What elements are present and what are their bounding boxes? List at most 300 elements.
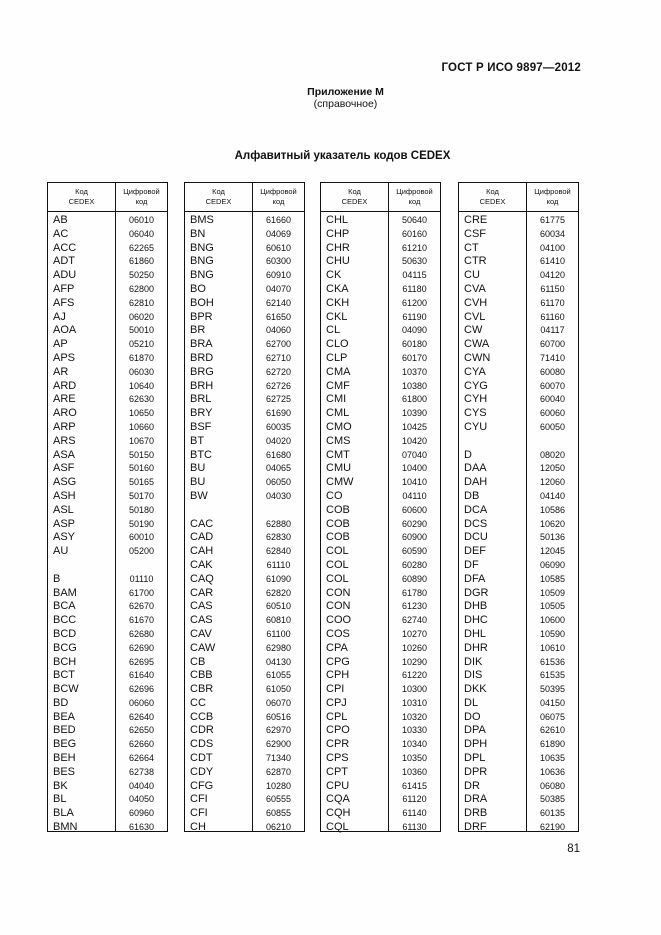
table-row	[48, 366, 167, 380]
table-row	[185, 255, 304, 269]
table-row	[185, 614, 304, 628]
numeric-code: 10610	[539, 642, 566, 653]
table-row	[185, 324, 304, 338]
table-row	[48, 642, 167, 656]
table-row	[185, 697, 304, 711]
table-row	[459, 573, 578, 587]
cedex-code: CPJ	[326, 696, 347, 709]
numeric-code: 71340	[265, 753, 292, 764]
table-row	[48, 407, 167, 421]
table-row	[459, 642, 578, 656]
numeric-code: 10505	[539, 601, 566, 612]
cedex-code: ASG	[53, 476, 77, 489]
cedex-code: CMI	[326, 393, 347, 406]
numeric-code: 60810	[265, 615, 292, 626]
numeric-code: 10635	[539, 753, 566, 764]
cedex-code: CLO	[326, 338, 349, 351]
table-row	[321, 628, 440, 642]
numeric-code: 10425	[401, 421, 428, 432]
cedex-code: CMF	[326, 379, 350, 392]
numeric-code: 04150	[539, 697, 566, 708]
cedex-code: BRD	[190, 351, 214, 364]
table-row	[185, 269, 304, 283]
table-row	[321, 738, 440, 752]
code-column-header	[48, 183, 116, 211]
table-row	[185, 214, 304, 228]
numeric-code: 62670	[128, 601, 155, 612]
numeric-code: 60070	[539, 380, 566, 391]
table-row	[321, 242, 440, 256]
table-header	[185, 183, 304, 212]
cedex-code: CK	[326, 269, 342, 282]
numeric-header-line: код	[546, 197, 559, 206]
table-row	[185, 683, 304, 697]
cedex-code: AU	[53, 545, 69, 558]
numeric-code: 61410	[539, 256, 566, 267]
cedex-code: CMU	[326, 462, 352, 475]
cedex-code: DRB	[464, 807, 488, 820]
table-body	[459, 214, 578, 835]
table-row	[321, 587, 440, 601]
numeric-code: 06010	[128, 215, 155, 225]
table-row	[459, 656, 578, 670]
cedex-code: COL	[326, 558, 349, 571]
cedex-code: BED	[53, 724, 76, 737]
table-row	[48, 504, 167, 518]
table-row	[185, 283, 304, 297]
table-row	[48, 518, 167, 532]
numeric-header-line: Цифровой	[534, 187, 571, 196]
table-row	[321, 352, 440, 366]
cedex-code: DB	[464, 489, 480, 502]
cedex-code: BRY	[190, 407, 213, 420]
cedex-code: CAH	[190, 545, 214, 558]
cedex-code: ASP	[53, 517, 76, 530]
numeric-code: 61775	[539, 215, 566, 225]
cedex-code: CAV	[190, 627, 212, 640]
cedex-code: CAD	[190, 531, 214, 544]
numeric-code: 04050	[128, 794, 155, 805]
cedex-code: CFI	[190, 807, 208, 820]
cedex-code: COB	[326, 503, 350, 516]
cedex-code: BNG	[190, 241, 214, 254]
cedex-code: CPT	[326, 765, 348, 778]
table-row	[48, 807, 167, 821]
cedex-code: DIK	[464, 655, 483, 668]
table-row	[459, 628, 578, 642]
table-row	[185, 573, 304, 587]
table-body	[185, 214, 304, 835]
table-row	[459, 352, 578, 366]
table-row	[48, 766, 167, 780]
table-row	[48, 683, 167, 697]
cedex-code: ACC	[53, 241, 77, 254]
annex-title: Приложение М	[307, 86, 384, 98]
table-row	[459, 407, 578, 421]
cedex-code: CHL	[326, 214, 349, 226]
code-column-header	[185, 183, 253, 211]
numeric-code: 60910	[265, 270, 292, 281]
numeric-code: 60170	[401, 352, 428, 363]
table-row	[185, 628, 304, 642]
table-row	[185, 642, 304, 656]
table-body	[48, 214, 167, 835]
annex-subtitle: (справочное)	[313, 98, 378, 110]
table-row	[321, 214, 440, 228]
table-row	[321, 752, 440, 766]
numeric-code: 50180	[128, 504, 155, 515]
code-column-header	[459, 183, 527, 211]
table-row	[321, 283, 440, 297]
table-row	[459, 366, 578, 380]
cedex-code: BNG	[190, 269, 214, 282]
table-row	[459, 476, 578, 490]
numeric-code: 62726	[265, 380, 292, 391]
numeric-code: 62695	[128, 656, 155, 667]
table-row	[48, 380, 167, 394]
numeric-code: 05210	[128, 339, 155, 350]
numeric-code: 10620	[539, 518, 566, 529]
table-row	[185, 352, 304, 366]
table-row	[48, 435, 167, 449]
table-row	[48, 545, 167, 559]
numeric-code: 62140	[265, 297, 292, 308]
table-row	[321, 504, 440, 518]
table-row	[321, 531, 440, 545]
cedex-code: CSF	[464, 227, 486, 240]
numeric-code: 62970	[265, 725, 292, 736]
cedex-code: DHB	[464, 600, 488, 613]
cedex-code: CKL	[326, 310, 348, 323]
table-row	[48, 628, 167, 642]
code-header-line: CEDEX	[341, 197, 368, 206]
table-row	[48, 600, 167, 614]
numeric-header-line: код	[408, 197, 421, 206]
cedex-code: AFS	[53, 296, 75, 309]
table-row	[459, 242, 578, 256]
cedex-code: BTC	[190, 448, 212, 461]
table-row	[48, 324, 167, 338]
table-row	[321, 421, 440, 435]
code-header-line: Код	[486, 187, 499, 196]
numeric-code: 06075	[539, 711, 566, 722]
cedex-code: CDY	[190, 765, 214, 778]
numeric-code: 61415	[401, 780, 428, 791]
table-row	[185, 600, 304, 614]
cedex-code: DRF	[464, 821, 487, 834]
cedex-code: CMA	[326, 365, 351, 378]
table-row	[459, 380, 578, 394]
table-row	[459, 766, 578, 780]
numeric-code: 06040	[128, 228, 155, 239]
numeric-code: 62800	[128, 283, 155, 294]
cedex-code: DFA	[464, 572, 486, 585]
numeric-code: 10420	[401, 435, 428, 446]
cedex-code: DF	[464, 558, 479, 571]
table-row	[185, 504, 304, 518]
cedex-code: COL	[326, 545, 349, 558]
numeric-code: 10300	[401, 684, 428, 695]
cedex-code: CB	[190, 655, 206, 668]
table-row	[321, 435, 440, 449]
cedex-code: BEH	[53, 752, 76, 765]
cedex-code: CPA	[326, 641, 348, 654]
cedex-code: CBR	[190, 683, 214, 696]
numeric-code: 10310	[401, 697, 428, 708]
table-row	[321, 490, 440, 504]
numeric-column-header	[389, 183, 440, 211]
table-row	[321, 311, 440, 325]
numeric-code: 06030	[128, 366, 155, 377]
numeric-code: 61670	[128, 615, 155, 626]
numeric-code: 04070	[265, 283, 292, 294]
table-row	[321, 614, 440, 628]
table-row	[321, 380, 440, 394]
cedex-code: ADT	[53, 255, 75, 268]
cedex-code: DAA	[464, 462, 487, 475]
table-row	[185, 393, 304, 407]
table-row	[185, 476, 304, 490]
table-row	[48, 780, 167, 794]
cedex-code: BEA	[53, 710, 76, 723]
numeric-code: 62696	[128, 684, 155, 695]
numeric-code: 62720	[265, 366, 292, 377]
cedex-code: BCA	[53, 600, 76, 613]
table-row	[185, 311, 304, 325]
table-row	[459, 324, 578, 338]
table-row	[48, 697, 167, 711]
cedex-code: BOH	[190, 296, 214, 309]
table-row	[459, 421, 578, 435]
code-table-4	[458, 182, 579, 832]
numeric-code: 61200	[401, 297, 428, 308]
table-row	[321, 366, 440, 380]
table-row	[185, 490, 304, 504]
cedex-code: COB	[326, 531, 350, 544]
numeric-code: 61690	[265, 408, 292, 419]
cedex-code: CO	[326, 489, 343, 502]
numeric-code: 61890	[539, 739, 566, 750]
numeric-code: 62650	[128, 725, 155, 736]
cedex-code: CML	[326, 407, 350, 420]
table-row	[48, 393, 167, 407]
cedex-code: BO	[190, 282, 206, 295]
cedex-code: CT	[464, 241, 479, 254]
cedex-code: CL	[326, 324, 341, 337]
table-row	[459, 297, 578, 311]
code-table-3	[320, 182, 441, 832]
numeric-code: 60700	[539, 339, 566, 350]
numeric-code: 61630	[128, 822, 155, 833]
cedex-code: BCC	[53, 614, 77, 627]
numeric-code: 61110	[266, 559, 291, 570]
code-header-line: Код	[75, 187, 88, 196]
cedex-code: CDS	[190, 738, 214, 751]
table-row	[185, 656, 304, 670]
cedex-code: CPG	[326, 655, 350, 668]
numeric-code: 61220	[401, 670, 428, 681]
numeric-code: 07040	[401, 449, 428, 460]
numeric-code: 10370	[401, 366, 428, 377]
numeric-code: 60040	[539, 394, 566, 405]
numeric-code: 60555	[265, 794, 292, 805]
cedex-code: BCD	[53, 627, 77, 640]
table-row	[459, 255, 578, 269]
table-row	[48, 462, 167, 476]
numeric-code: 10360	[401, 766, 428, 777]
numeric-code: 62660	[128, 739, 155, 750]
cedex-code: ASH	[53, 489, 76, 502]
numeric-column-header	[116, 183, 167, 211]
table-row	[459, 807, 578, 821]
cedex-code: ASL	[53, 503, 74, 516]
numeric-code: 60050	[539, 421, 566, 432]
cedex-code: CAS	[190, 600, 213, 613]
table-row	[459, 435, 578, 449]
numeric-code: 50150	[128, 449, 155, 460]
table-row	[48, 476, 167, 490]
table-row	[459, 545, 578, 559]
numeric-code: 10320	[401, 711, 428, 722]
numeric-code: 61160	[540, 311, 565, 322]
numeric-code: 61210	[401, 242, 428, 253]
numeric-code: 62810	[128, 297, 155, 308]
numeric-code: 61100	[266, 628, 291, 639]
table-row	[48, 669, 167, 683]
numeric-code: 60010	[128, 532, 155, 543]
table-row	[185, 449, 304, 463]
numeric-code: 60900	[401, 532, 428, 543]
numeric-code: 61700	[128, 587, 155, 598]
table-row	[321, 793, 440, 807]
table-row	[459, 711, 578, 725]
table-row	[321, 324, 440, 338]
cedex-code: DGR	[464, 586, 489, 599]
table-row	[48, 656, 167, 670]
cedex-code: ASF	[53, 462, 75, 475]
numeric-code: 60280	[401, 559, 428, 570]
cedex-code: AR	[53, 365, 69, 378]
table-row	[48, 311, 167, 325]
table-row	[48, 214, 167, 228]
table-row	[185, 780, 304, 794]
numeric-code: 62640	[128, 711, 155, 722]
table-row	[185, 380, 304, 394]
numeric-code: 04130	[265, 656, 292, 667]
cedex-code: BEG	[53, 738, 77, 751]
table-row	[185, 793, 304, 807]
table-row	[459, 587, 578, 601]
cedex-code: CPI	[326, 683, 345, 696]
numeric-code: 10340	[401, 739, 428, 750]
cedex-code: AOA	[53, 324, 77, 337]
table-row	[185, 738, 304, 752]
table-row	[321, 573, 440, 587]
numeric-code: 06050	[265, 477, 292, 488]
numeric-code: 04040	[128, 780, 155, 791]
cedex-code: DPH	[464, 738, 488, 751]
numeric-code: 10260	[401, 642, 428, 653]
cedex-code: DHR	[464, 641, 488, 654]
table-row	[185, 821, 304, 835]
numeric-code: 10509	[539, 587, 566, 598]
table-row	[321, 821, 440, 835]
cedex-code: DHC	[464, 614, 488, 627]
table-row	[459, 821, 578, 835]
numeric-code: 06080	[539, 780, 566, 791]
numeric-code: 61190	[402, 311, 427, 322]
table-row	[459, 669, 578, 683]
table-row	[185, 807, 304, 821]
numeric-code: 10670	[128, 435, 155, 446]
cedex-code: BD	[53, 696, 69, 709]
cedex-code: BES	[53, 765, 76, 778]
table-row	[459, 724, 578, 738]
table-row	[321, 780, 440, 794]
cedex-code: COO	[326, 614, 352, 627]
cedex-code: COS	[326, 627, 350, 640]
cedex-code: ARE	[53, 393, 76, 406]
code-header-line: CEDEX	[479, 197, 506, 206]
table-row	[459, 462, 578, 476]
numeric-code: 60160	[401, 228, 428, 239]
cedex-code: BRA	[190, 338, 213, 351]
cedex-code: CVA	[464, 282, 486, 295]
numeric-code: 50395	[539, 684, 566, 695]
cedex-code: DO	[464, 710, 481, 723]
numeric-code: 60855	[265, 808, 292, 819]
cedex-code: CYS	[464, 407, 487, 420]
numeric-code: 10330	[401, 725, 428, 736]
cedex-code: CCB	[190, 710, 214, 723]
cedex-code: CAS	[190, 614, 213, 627]
table-row	[321, 711, 440, 725]
numeric-code: 10280	[265, 780, 292, 791]
numeric-code: 62820	[265, 587, 292, 598]
table-row	[321, 338, 440, 352]
numeric-code: 61535	[539, 670, 566, 681]
table-row	[185, 531, 304, 545]
numeric-code: 10650	[128, 408, 155, 419]
cedex-code: CKA	[326, 282, 349, 295]
numeric-code: 04020	[265, 435, 292, 446]
numeric-code: 04120	[539, 270, 566, 281]
table-row	[459, 449, 578, 463]
numeric-column-header	[527, 183, 578, 211]
numeric-code: 05200	[128, 546, 155, 557]
numeric-code: 61780	[401, 587, 428, 598]
numeric-code: 12060	[539, 477, 566, 488]
cedex-code: DHL	[464, 627, 487, 640]
numeric-header-line: Цифровой	[396, 187, 433, 196]
numeric-code: 06060	[128, 697, 155, 708]
code-table-2	[184, 182, 305, 832]
cedex-code: CPH	[326, 669, 350, 682]
cedex-code: CHR	[326, 241, 350, 254]
numeric-code: 10390	[401, 408, 428, 419]
numeric-code: 06090	[539, 559, 566, 570]
cedex-code: BSF	[190, 420, 212, 433]
table-row	[459, 683, 578, 697]
numeric-code: 62710	[265, 352, 292, 363]
numeric-code: 10636	[539, 766, 566, 777]
table-row	[48, 283, 167, 297]
table-row	[459, 780, 578, 794]
cedex-code: CRE	[464, 214, 488, 226]
numeric-code: 04065	[265, 463, 292, 474]
table-row	[185, 435, 304, 449]
cedex-code: ADU	[53, 269, 77, 282]
